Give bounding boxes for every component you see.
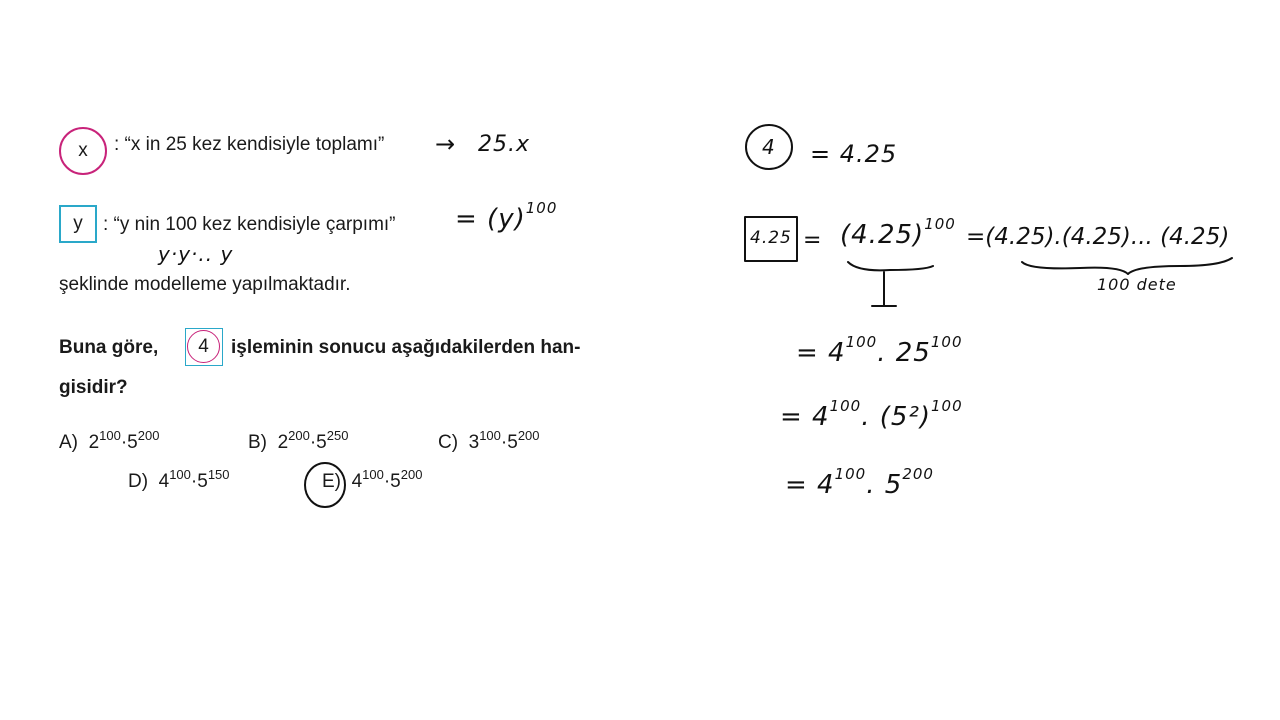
step3: = $4^{100}$. $25^{100}$	[796, 333, 963, 368]
step2-eq: =	[803, 228, 823, 253]
y-definition: : “y nin 100 kez kendisiyle çarpımı”	[103, 214, 396, 235]
x-definition: : “x in 25 kez kendisiyle toplamı”	[114, 134, 385, 155]
option-c[interactable]: C) $3^{100}\cdot 5^{200}$	[438, 428, 540, 453]
modelling-text: şeklinde modelleme yapılmaktadır.	[59, 274, 351, 295]
option-b[interactable]: B) $2^{200}\cdot 5^{250}$	[248, 428, 349, 453]
step5: = $4^{100}$. $5^{200}$	[785, 465, 934, 500]
option-a[interactable]: A) $2^{100}\cdot 5^{200}$	[59, 428, 160, 453]
answer-e-circle	[305, 463, 345, 507]
step4: = $4^{100}$. $(5^2)^{100}$	[780, 397, 963, 432]
step1: = 4.25	[810, 140, 898, 168]
y-note: = $(y)^{100}$	[455, 199, 558, 234]
x-symbol-text: x	[78, 140, 88, 161]
step2-pow: $(4.25)^{100}$	[840, 215, 956, 250]
prompt-symbol-text: 4	[198, 335, 209, 357]
prompt-line2: gisidir?	[59, 377, 128, 398]
step2-expand: =(4.25).(4.25)... (4.25)	[966, 224, 1230, 250]
step1-symbol-text: 4	[762, 135, 776, 159]
step2-underbrace	[848, 262, 933, 270]
prompt-after: işleminin sonucu aşağıdakilerden han-	[231, 337, 581, 358]
option-e[interactable]: E) $4^{100}\cdot 5^{200}$	[322, 467, 423, 492]
step2-down-arrow	[872, 272, 896, 306]
prompt-before: Buna göre,	[59, 337, 159, 358]
step2-symbol-text: 4.25	[750, 228, 792, 248]
x-note: 25.x	[478, 132, 531, 157]
y-expand: y·y·.. y	[158, 242, 234, 266]
y-symbol-text: y	[73, 213, 83, 234]
step2-product-brace	[1022, 258, 1232, 274]
x-note-arrow: →	[435, 130, 457, 158]
step2-count: 100 dete	[1097, 275, 1177, 294]
option-d[interactable]: D) $4^{100}\cdot 5^{150}$	[128, 467, 230, 492]
